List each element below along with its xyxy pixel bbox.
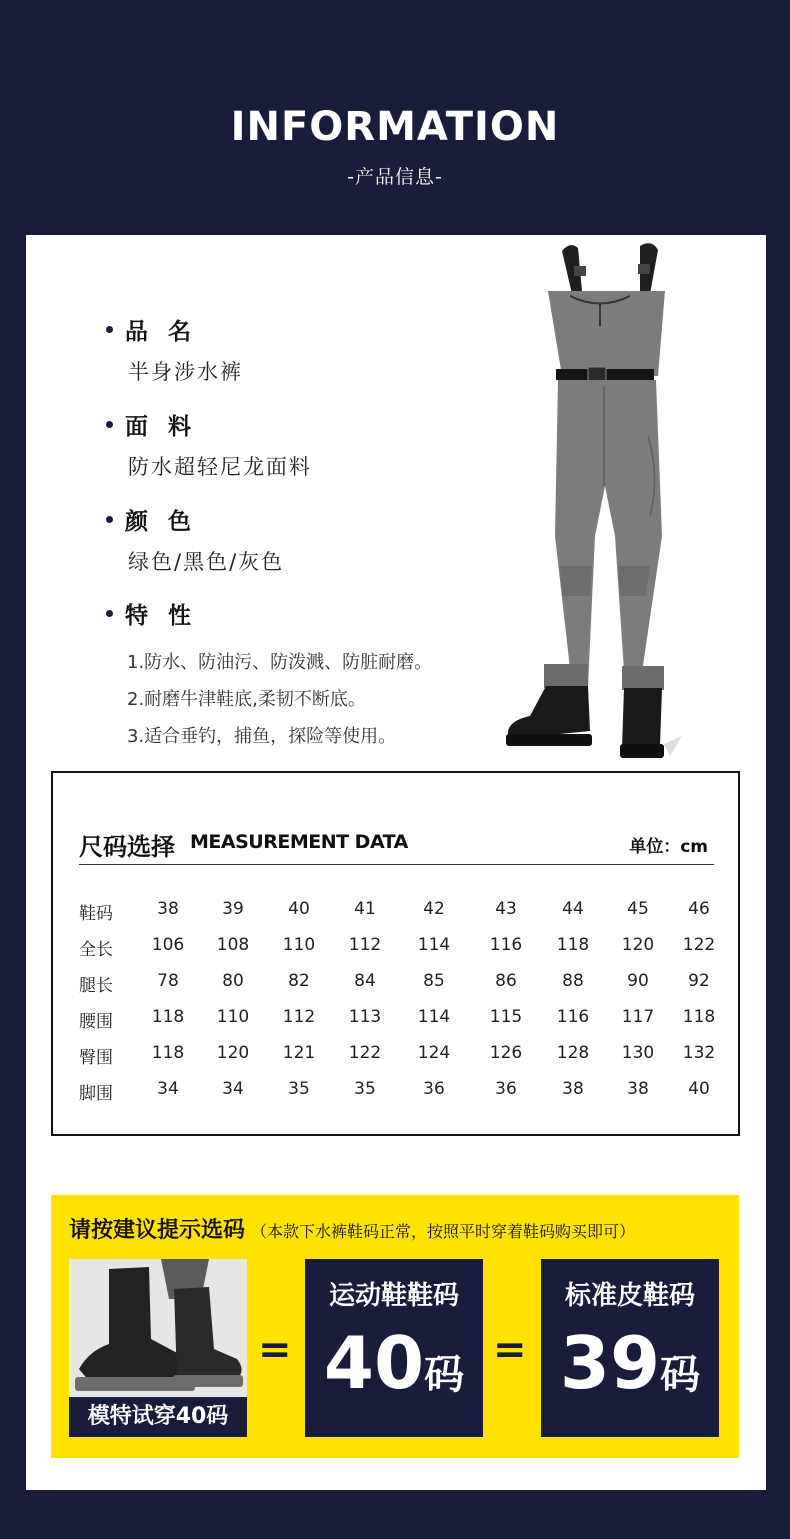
table-cell: 118 [682, 1007, 716, 1027]
leather-shoe-size-label: 标准皮鞋码 [564, 1281, 695, 1311]
table-row [79, 899, 719, 929]
table-cell: 78 [157, 971, 179, 991]
banner-heading: 请按建议提示选码 [69, 1218, 246, 1243]
equals-sign: = [493, 1327, 527, 1373]
table-cell: 126 [489, 1043, 523, 1063]
product-name-value: 半身涉水裤 [128, 360, 243, 384]
table-cell: 130 [621, 1043, 655, 1063]
table-cell: 108 [216, 935, 250, 955]
table-cell: 46 [688, 899, 710, 919]
table-cell: 85 [423, 971, 445, 991]
row-label: 全长 [79, 940, 113, 960]
table-cell: 110 [216, 1007, 250, 1027]
leather-shoe-size-box [541, 1259, 719, 1437]
product-name-block [106, 313, 243, 386]
table-cell: 40 [288, 899, 310, 919]
table-cell: 124 [417, 1043, 451, 1063]
feature-block [106, 597, 197, 630]
size-unit: 码 [660, 1352, 701, 1398]
table-cell: 40 [688, 1079, 710, 1099]
banner-note: （本款下水裤鞋码正常，按照平时穿着鞋码购买即可） [251, 1222, 636, 1241]
sport-shoe-size-label: 运动鞋鞋码 [328, 1281, 459, 1311]
model-caption: 模特试穿40码 [69, 1397, 247, 1437]
size-advice-banner [51, 1195, 739, 1458]
model-boot-photo [69, 1259, 247, 1437]
size-unit: 码 [424, 1352, 465, 1398]
table-cell: 118 [556, 935, 590, 955]
table-row [79, 971, 719, 1001]
fabric-value: 防水超轻尼龙面料 [128, 455, 312, 479]
table-cell: 42 [423, 899, 445, 919]
fabric-label: 面 料 [125, 414, 198, 440]
table-cell: 120 [621, 935, 655, 955]
table-cell: 41 [354, 899, 376, 919]
color-label: 颜 色 [125, 509, 198, 535]
table-cell: 38 [157, 899, 179, 919]
table-cell: 84 [354, 971, 376, 991]
table-cell: 122 [348, 1043, 382, 1063]
feature-line: 3.适合垂钓，捕鱼，探险等使用。 [127, 726, 397, 747]
equals-sign: = [258, 1327, 292, 1373]
bullet-icon [106, 421, 113, 428]
row-label: 臀围 [79, 1048, 113, 1068]
table-cell: 39 [222, 899, 244, 919]
table-cell: 120 [216, 1043, 250, 1063]
table-cell: 115 [489, 1007, 523, 1027]
row-label: 腰围 [79, 1012, 113, 1032]
table-cell: 113 [348, 1007, 382, 1027]
sport-shoe-size-number: 40 [323, 1321, 425, 1405]
table-cell: 106 [151, 935, 185, 955]
divider [79, 864, 714, 865]
table-cell: 122 [682, 935, 716, 955]
table-cell: 114 [417, 935, 451, 955]
row-label: 脚围 [79, 1084, 113, 1104]
table-cell: 118 [151, 1007, 185, 1027]
feature-label: 特 性 [125, 603, 198, 629]
table-cell: 112 [348, 935, 382, 955]
table-cell: 116 [489, 935, 523, 955]
size-table-unit: 单位：cm [629, 837, 708, 857]
bullet-icon [106, 610, 113, 617]
table-row [79, 935, 719, 965]
table-cell: 34 [157, 1079, 179, 1099]
table-cell: 132 [682, 1043, 716, 1063]
table-cell: 38 [562, 1079, 584, 1099]
table-row [79, 1079, 719, 1109]
row-label: 腿长 [79, 976, 113, 996]
table-cell: 88 [562, 971, 584, 991]
fabric-block [106, 408, 312, 481]
size-table [51, 771, 740, 1136]
sport-shoe-size-box [305, 1259, 483, 1437]
table-cell: 34 [222, 1079, 244, 1099]
bullet-icon [106, 516, 113, 523]
table-cell: 36 [423, 1079, 445, 1099]
leather-shoe-size-number: 39 [559, 1321, 661, 1405]
table-cell: 116 [556, 1007, 590, 1027]
wader-product-image [500, 236, 700, 766]
table-row [79, 1043, 719, 1073]
product-name-label: 品 名 [125, 319, 198, 345]
bullet-icon [106, 326, 113, 333]
table-cell: 82 [288, 971, 310, 991]
table-cell: 128 [556, 1043, 590, 1063]
table-cell: 90 [627, 971, 649, 991]
table-cell: 112 [282, 1007, 316, 1027]
size-table-title-en: MEASUREMENT DATA [190, 831, 408, 853]
table-cell: 80 [222, 971, 244, 991]
table-cell: 92 [688, 971, 710, 991]
feature-line: 1.防水、防油污、防泼溅、防脏耐磨。 [127, 652, 433, 673]
table-cell: 35 [354, 1079, 376, 1099]
table-cell: 86 [495, 971, 517, 991]
row-label: 鞋码 [79, 904, 113, 924]
table-cell: 110 [282, 935, 316, 955]
table-cell: 118 [151, 1043, 185, 1063]
table-cell: 117 [621, 1007, 655, 1027]
table-cell: 36 [495, 1079, 517, 1099]
header-title: INFORMATION [230, 104, 560, 150]
table-cell: 35 [288, 1079, 310, 1099]
color-value: 绿色/黑色/灰色 [128, 550, 285, 574]
color-block [106, 503, 284, 576]
table-cell: 43 [495, 899, 517, 919]
feature-line: 2.耐磨牛津鞋底,柔韧不断底。 [127, 689, 366, 710]
table-cell: 44 [562, 899, 584, 919]
table-row [79, 1007, 719, 1037]
header-subtitle: -产品信息- [347, 166, 443, 188]
table-cell: 38 [627, 1079, 649, 1099]
table-cell: 45 [627, 899, 649, 919]
banner-title [69, 1213, 635, 1244]
table-cell: 114 [417, 1007, 451, 1027]
table-cell: 121 [282, 1043, 316, 1063]
size-table-title: 尺码选择 [79, 833, 175, 861]
